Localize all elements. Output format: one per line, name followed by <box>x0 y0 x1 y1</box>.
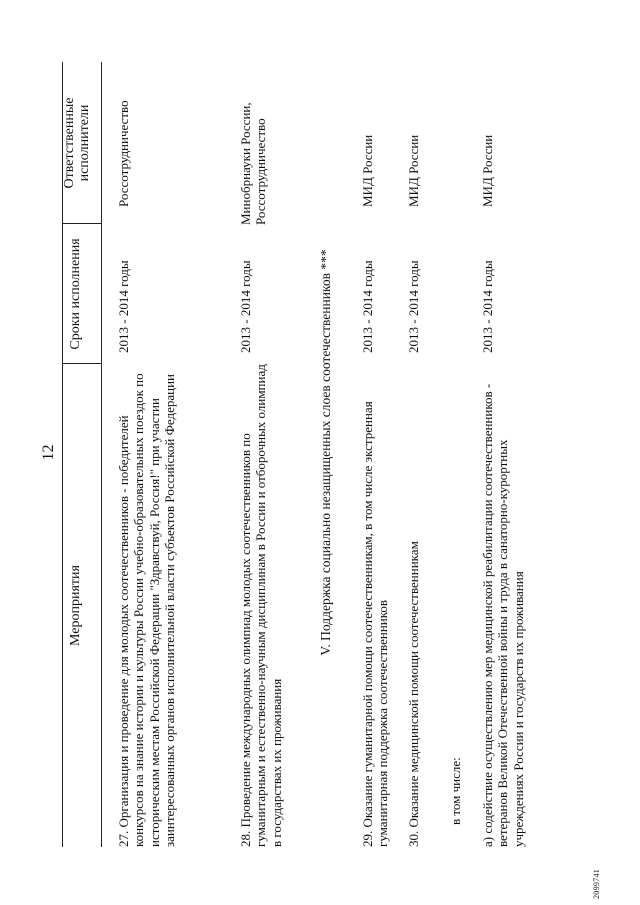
including-label: в том числе: <box>448 757 463 825</box>
row-27-responsible: Россотрудничество <box>116 100 131 207</box>
row-27-deadline: 2013 - 2014 годы <box>116 260 131 353</box>
row-a-responsible: МИД России <box>480 134 495 207</box>
row-30-responsible: МИД России <box>406 134 421 207</box>
row-28-activity: 28. Проведение международных олимпиад молодых соотечественников по гуманитарным и естественно-научным дисциплинам в России и отборочных олимпиад в государствах их проживания <box>238 364 284 847</box>
row-30-activity: 30. Оказание медицинской помощи соотечественникам <box>406 541 421 847</box>
page-number: 12 <box>40 444 57 461</box>
section-heading: V. Поддержка социально незащищенных слоев соотечественников *** <box>318 249 333 656</box>
header-responsible: Ответственные исполнители <box>62 97 92 189</box>
row-a-deadline: 2013 - 2014 годы <box>480 260 495 353</box>
row-a-activity: а) содействие осуществлению мер медицинской реабилитации соотечественников - ветеранов Великой Отечественной войны и труда в санаторно-курортных учреждениях России и государств их проживания <box>480 383 526 847</box>
row-29-deadline: 2013 - 2014 годы <box>360 260 375 353</box>
row-27-activity: 27. Организация и проведение для молодых соотечественников - победителей конкурсов на знание истории и культуры России учебно-образовательных поездок по историческим местам Российской Федерации "Здравствуй, Россия!" при участии заинтересованных органов исполнительной власти субъектов Российской Федерации <box>116 373 178 847</box>
row-30-deadline: 2013 - 2014 годы <box>406 260 421 353</box>
header-deadlines: Сроки исполнения <box>68 238 83 350</box>
row-29-responsible: МИД России <box>360 134 375 207</box>
header-bottom-rule <box>101 62 102 847</box>
header-activities: Мероприятия <box>68 565 83 646</box>
row-28-responsible: Минобрнауки России, Россотрудничество <box>238 102 269 225</box>
row-28-deadline: 2013 - 2014 годы <box>238 260 253 353</box>
row-29-activity: 29. Оказание гуманитарной помощи соотечественникам, в том числе экстренная гуманитарная поддержка соотечественников <box>360 401 391 847</box>
document-code: 2099741 <box>592 868 601 899</box>
